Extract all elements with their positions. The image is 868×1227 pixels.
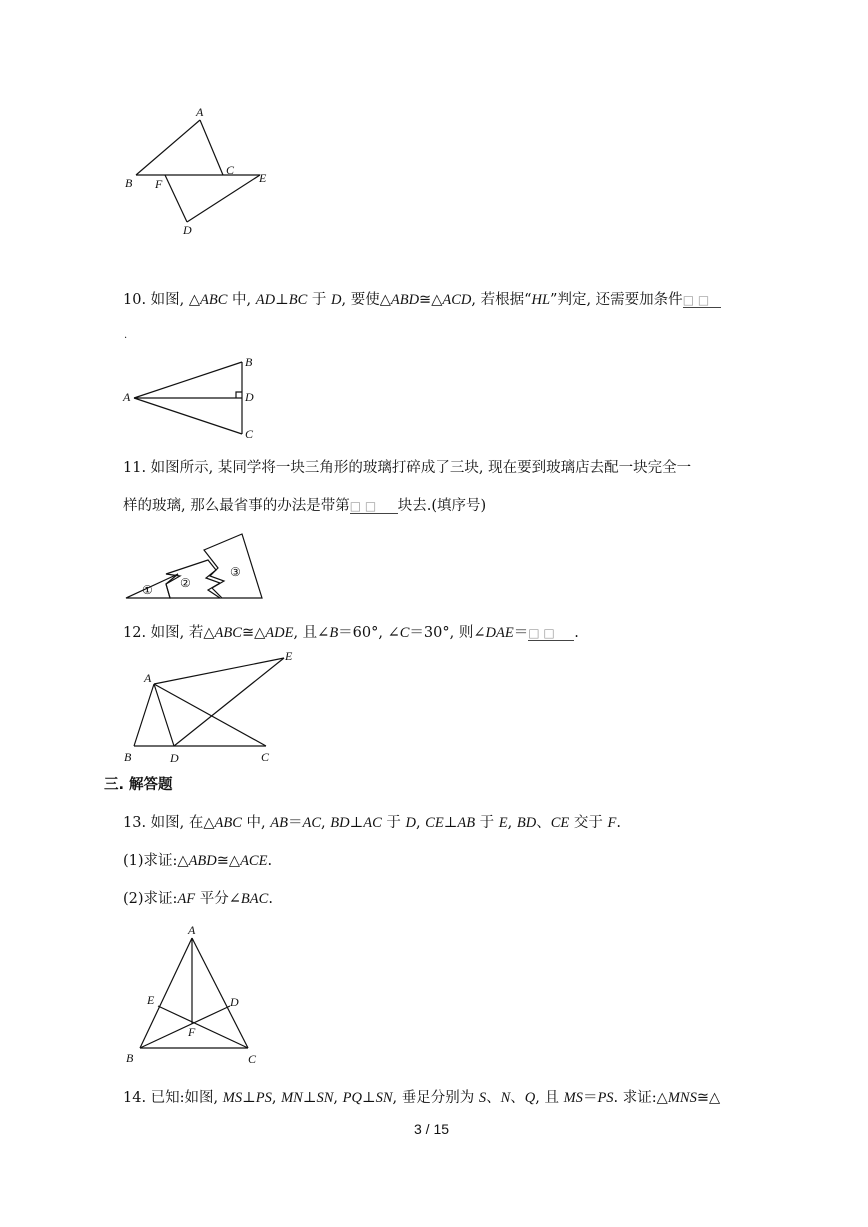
page-total: 15 [433,1121,450,1137]
segment-DE [187,175,260,222]
question-13-part2: (2)求证:AF 平分∠BAC. [123,891,273,907]
segment-BD [140,1006,230,1048]
question-12-text: 12. 如图, 若△ABC≅△ADE, 且∠B＝60°, ∠C＝30°, 则∠DAE＝□ □ . [123,625,579,641]
figure-q11-svg [122,528,270,606]
figure-q9 [120,100,290,240]
point-label-D: D [183,223,192,237]
point-label-E: E [285,649,293,663]
figure-q10 [118,352,268,444]
figure-q13 [118,918,268,1068]
point-label-C: C [248,1052,257,1066]
point-label-E: E [147,993,155,1007]
segment-DE [174,658,284,746]
point-label-A: A [196,105,204,119]
answer-blank-q10[interactable]: □ □ [683,293,721,308]
point-label-D: D [245,390,254,404]
point-label-B: B [125,176,133,190]
figure-q9-svg [120,100,290,240]
point-label-C: C [261,750,270,764]
page-current: 3 [414,1121,422,1137]
page-number [414,1121,449,1137]
point-label-B: B [245,355,253,369]
question-13-part1: (1)求证:△ABD≅△ACE. [123,853,273,869]
point-label-C: C [245,427,254,441]
segment-AC [200,120,223,175]
segment-AC [192,938,248,1048]
glass-piece-2 [166,560,220,598]
answer-blank-q11[interactable]: □ □ [350,499,398,514]
question-11-line2: 样的玻璃, 那么最省事的办法是带第□ □ 块去.(填序号) [123,498,487,514]
point-label-A: A [188,923,196,937]
point-label-C: C [226,163,235,177]
piece-label-2: ② [180,576,191,590]
segment-CE [158,1006,248,1048]
figure-q12 [116,644,306,766]
point-label-B: B [124,750,132,764]
page-separator: / [421,1121,434,1137]
point-label-D: D [170,751,179,765]
answer-blank-q12[interactable]: □ □ [528,626,574,641]
piece-label-3: ③ [230,565,241,579]
point-label-F: F [155,177,163,191]
question-14-text: 14. 已知:如图, MS⊥PS, MN⊥SN, PQ⊥SN, 垂足分别为 S、N、Q, 且 MS＝PS. 求证:△MNS≅△ [123,1090,721,1106]
figure-q11 [122,528,270,606]
point-label-A: A [144,671,152,685]
question-13-text: 13. 如图, 在△ABC 中, AB＝AC, BD⊥AC 于 D, CE⊥AB 于 E, BD、CE 交于 F. [123,815,621,831]
right-angle-mark [236,392,242,398]
segment-AB [134,362,242,398]
point-label-E: E [259,171,267,185]
section-heading-3: 三. 解答题 [104,777,173,793]
segment-AC [134,398,242,434]
figure-q12-svg [116,644,306,766]
segment-FD [165,175,187,222]
point-label-D: D [230,995,239,1009]
figure-q10-svg [118,352,268,444]
question-10-text: 10. 如图, △ABC 中, AD⊥BC 于 D, 要使△ABD≅△ACD, 若根据“HL”判定, 还需要加条件□ □ [123,288,721,309]
segment-AB [134,684,154,746]
segment-BA [136,120,200,175]
segment-AE [154,658,284,684]
figure-q13-svg [118,918,268,1068]
question-11-line1: 11. 如图所示, 某同学将一块三角形的玻璃打碎成了三块, 现在要到玻璃店去配一块完全一 [123,460,692,476]
point-label-F: F [188,1025,196,1039]
piece-label-1: ① [142,583,153,597]
point-label-A: A [123,390,131,404]
q10-trailing-dot: . [124,330,128,341]
point-label-B: B [126,1051,134,1065]
